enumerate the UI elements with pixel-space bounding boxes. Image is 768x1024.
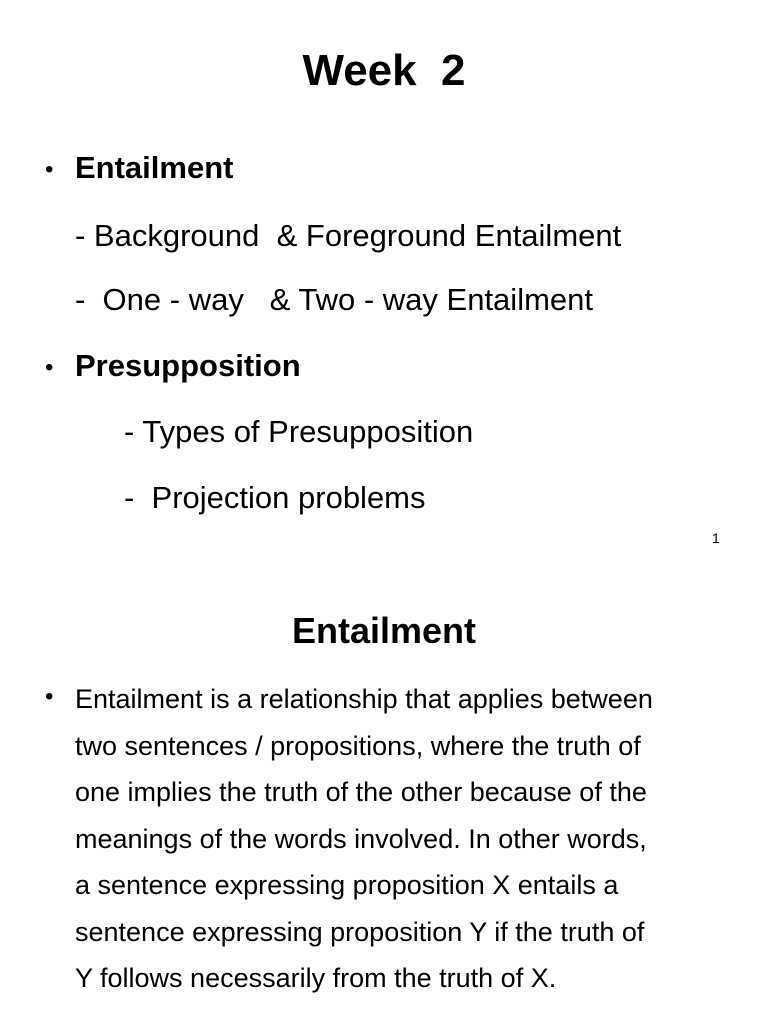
bullet-glyph: • — [45, 156, 54, 183]
slide-title: Entailment — [291, 610, 477, 651]
slide-entailment — [0, 560, 768, 1024]
paragraph-line: meanings of the words involved. In other words, — [75, 823, 647, 854]
bullet-item-entailment: Entailment — [75, 150, 234, 185]
bullet-glyph: • — [45, 354, 54, 381]
page-number: 1 — [712, 530, 720, 546]
paragraph-line: two sentences / propositions, where the truth of — [75, 730, 641, 761]
subitem-one-two-way: - One - way & Two - way Entailment — [75, 282, 593, 317]
paragraph-line: Y follows necessarily from the truth of X. — [75, 963, 557, 993]
bullet-item-presupposition: Presupposition — [75, 348, 301, 383]
subitem-background-foreground: - Background & Foreground Entailment — [75, 218, 622, 253]
paragraph-line: Entailment is a relationship that applies between — [75, 684, 653, 714]
slide-title: Week 2 — [302, 46, 466, 95]
paragraph-line: a sentence expressing proposition X entails a — [75, 870, 619, 900]
paragraph-line: sentence expressing proposition Y if the truth of — [75, 916, 645, 947]
paragraph-line: one implies the truth of the other because of the — [75, 777, 647, 807]
subitem-types-of-presupposition: - Types of Presupposition — [124, 414, 474, 449]
entailment-definition-paragraph — [75, 676, 735, 1002]
subitem-projection-problems: - Projection problems — [124, 480, 426, 515]
bullet-glyph: • — [45, 683, 54, 710]
